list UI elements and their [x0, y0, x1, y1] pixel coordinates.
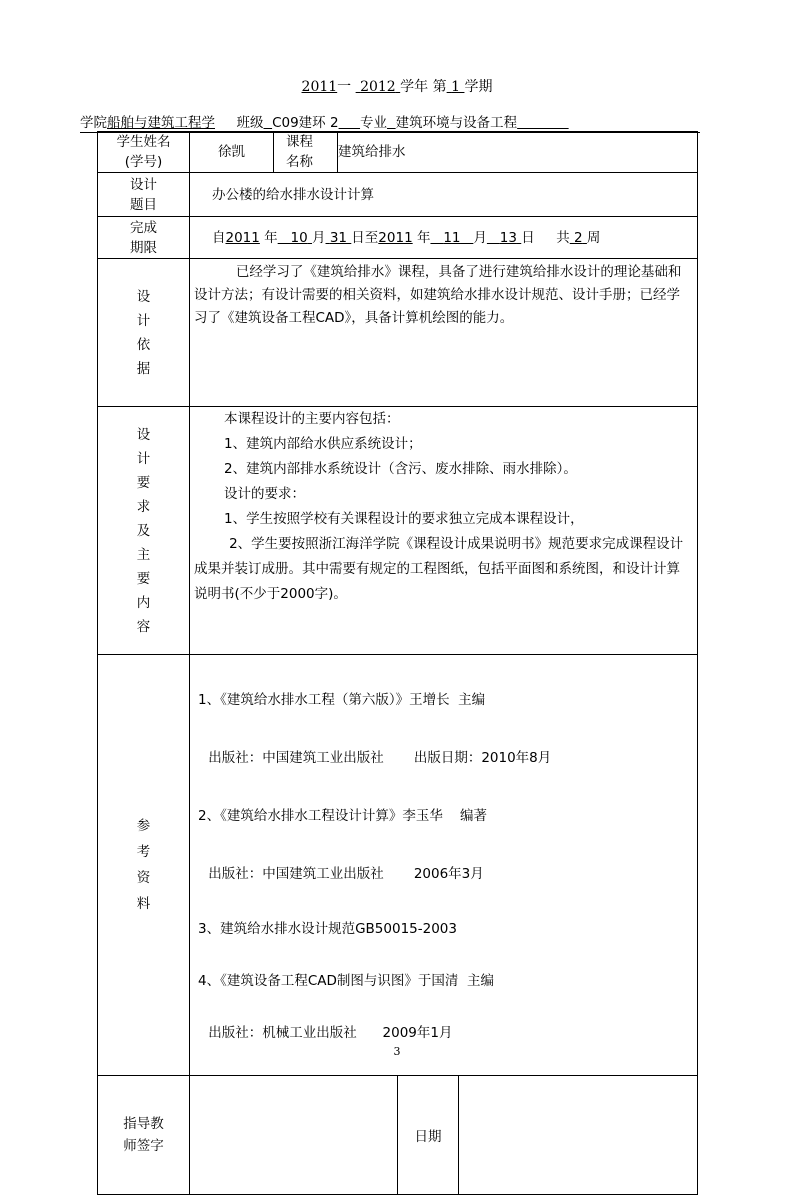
req-paragraph: 2、学生要按照浙江海洋学院《课程设计成果说明书》规范要求完成课程设计成果并装订成册。其中需要有规定的工程图纸，包括平面图和系统图，和设计计算说明书(不少于2000字)。: [194, 536, 684, 602]
student-label-line1: 学生姓名: [116, 134, 171, 150]
course-name-cell: 建筑给排水: [338, 132, 698, 173]
period-end-day: 13: [499, 229, 517, 246]
row-topic: [98, 173, 698, 217]
teacher-label-line2: 师签字: [123, 1138, 164, 1154]
req-line: 2、建筑内部排水系统设计（含污、废水排除、雨水排除）。: [224, 461, 577, 477]
info-line: [80, 111, 700, 133]
period-label-line1: 完成: [130, 219, 157, 236]
design-task-table: [97, 131, 698, 1195]
college-label: 学院: [80, 115, 107, 131]
period-value-cell: 自2011 年 10 月 31 日至2011 年 11 月 13 日 共 2 周: [190, 217, 698, 259]
ref-line: 出版社：机械工业出版社 2009年1月: [204, 1025, 453, 1041]
year-label: 学年: [400, 79, 429, 95]
period-start-day: 31: [329, 229, 347, 246]
ref-line: 出版社：中国建筑工业出版社 2006年3月: [204, 866, 484, 882]
date-group-cell: [398, 1076, 698, 1195]
req-line: 本课程设计的主要内容包括：: [224, 411, 400, 427]
class-label: 班级: [236, 115, 264, 131]
req-line: 1、建筑内部给水供应系统设计；: [224, 436, 422, 452]
student-name-cell: 徐凯: [190, 132, 274, 173]
period-start-year: 2011: [225, 229, 260, 246]
period-label-line2: 期限: [130, 239, 157, 256]
topic-label-line2: 题目: [130, 196, 157, 213]
ref-line: 1、《建筑给水排水工程（第六版）》王增长 主编: [198, 692, 486, 708]
ref-line: 2、《建筑给水排水工程设计计算》李玉华 编著: [198, 808, 488, 824]
basis-text: 已经学习了《建筑给排水》课程，具备了进行建筑给排水设计的理论基础和设计方法；有设计需要的相关资料，如建筑给水排水设计规范、设计手册；已经学习了《建筑设备工程CAD》，具备计算机绘图的能力。: [194, 264, 682, 326]
year-start: 2011: [301, 79, 338, 95]
term-label: 学期: [464, 79, 493, 95]
references-text-cell: [190, 655, 698, 1076]
date-label: 日期: [398, 1076, 459, 1194]
references-label-cell: 参 考 资 料: [98, 655, 190, 1076]
row-references: [98, 655, 698, 1076]
term-number: 1: [451, 79, 460, 95]
major-label: 专业: [360, 115, 388, 131]
class-value: C09建环 2: [272, 115, 339, 131]
row-student: [98, 132, 698, 173]
teacher-sign-field[interactable]: [190, 1076, 398, 1195]
date-subtable: [398, 1076, 697, 1194]
period-end-year: 2011: [378, 229, 413, 246]
di-label: 第: [432, 79, 447, 95]
topic-label-cell: [98, 173, 190, 217]
student-label-cell: [98, 132, 190, 173]
requirements-text-cell: [190, 407, 698, 655]
req-line: 设计的要求：: [224, 486, 305, 502]
period-label-cell: [98, 217, 190, 259]
basis-label-cell: 设 计 依 据: [98, 259, 190, 407]
row-requirements: [98, 407, 698, 655]
college-value: 船舶与建筑工程学: [107, 115, 215, 131]
course-label-line2: 名称: [286, 154, 313, 170]
row-period: [98, 217, 698, 259]
teacher-label-line1: 指导教: [123, 1116, 164, 1132]
ref-line: 出版社：中国建筑工业出版社 出版日期：2010年8月: [204, 750, 552, 766]
term-title: [0, 76, 794, 96]
course-label-line1: 课程: [286, 134, 313, 150]
row-basis: [98, 259, 698, 407]
req-line: 1、学生按照学校有关课程设计的要求独立完成本课程设计，: [224, 511, 584, 527]
course-label-cell: [274, 132, 338, 173]
requirements-label-cell: 设 计 要 求 及 主 要 内 容: [98, 407, 190, 655]
teacher-sign-label-cell: [98, 1076, 190, 1195]
year-dash: 一: [337, 79, 352, 95]
row-signature: [98, 1076, 698, 1195]
topic-label-line1: 设计: [130, 176, 157, 193]
ref-line: 3、建筑给水排水设计规范GB50015-2003: [198, 921, 457, 937]
major-value: 建筑环境与设备工程: [395, 115, 518, 131]
ref-line: 4、《建筑设备工程CAD制图与识图》于国清 主编: [198, 973, 494, 989]
year-end: 2012: [360, 79, 396, 95]
period-end-month: 11: [443, 229, 461, 246]
period-weeks: 2: [574, 229, 583, 246]
date-field[interactable]: [459, 1076, 698, 1194]
student-label-line2: (学号): [124, 154, 163, 170]
page-number: 3: [393, 1045, 401, 1058]
period-start-month: 10: [290, 229, 308, 246]
basis-text-cell: [190, 259, 698, 407]
topic-value-cell: 办公楼的给水排水设计计算: [190, 173, 698, 217]
